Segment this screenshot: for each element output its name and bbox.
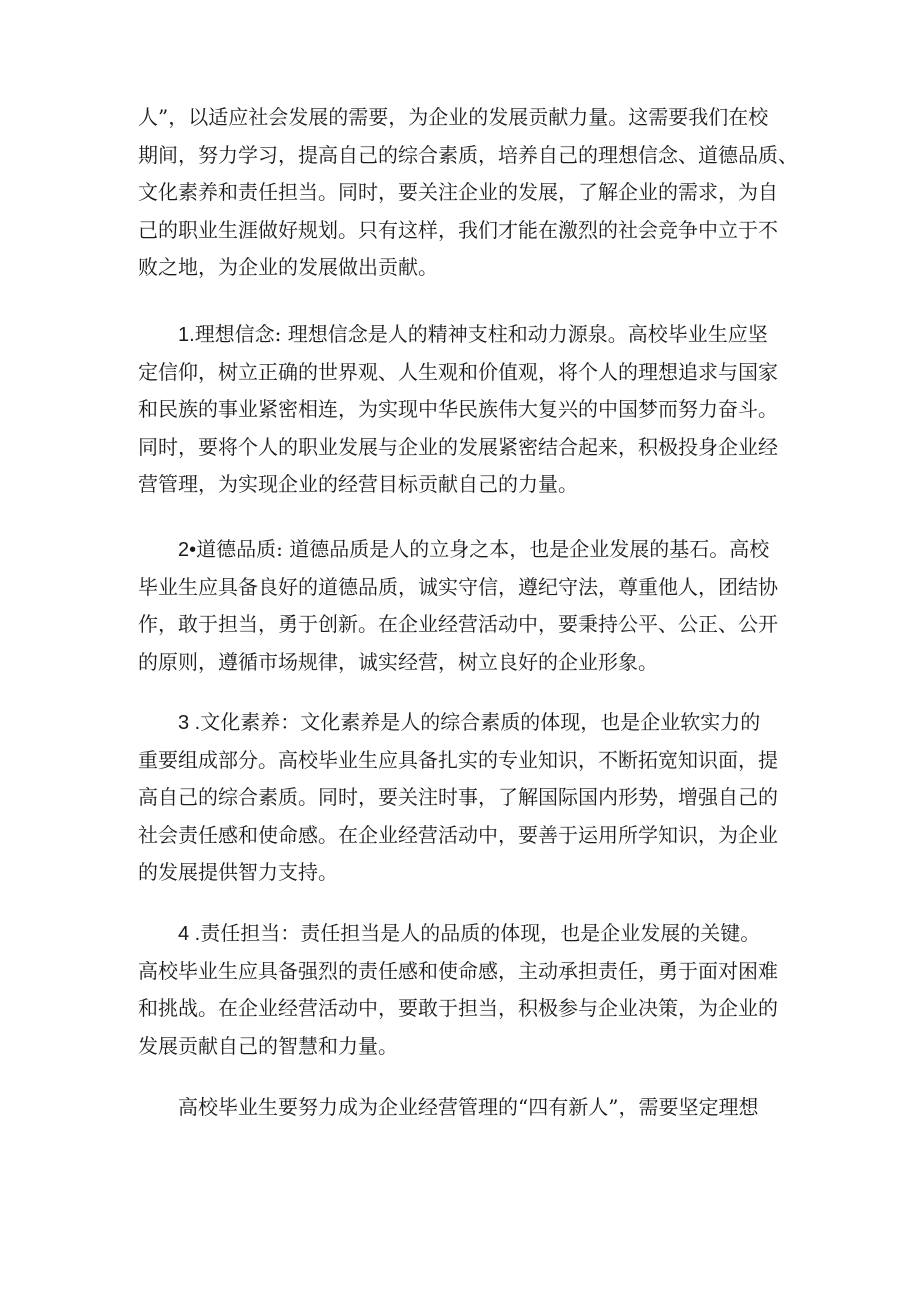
text-line: 同时，要将个人的职业发展与企业的发展紧密结合起来，积极投身企业经: [138, 434, 778, 459]
text-line: 和挑战。在企业经营活动中，要敢于担当，积极参与企业决策，为企业的: [138, 996, 778, 1020]
text-line: [138, 316, 778, 354]
item-heading-text: 文化素养：文化素养是人的综合素质的体现，也是企业软实力的: [200, 710, 761, 734]
item-number: 3 .: [178, 712, 201, 734]
text-line: [138, 531, 778, 569]
text-line: [138, 915, 778, 953]
paragraph-responsibility: [138, 915, 778, 1065]
paragraph-intro: [138, 99, 798, 287]
text-line: 毕业生应具备良好的道德品质，诚实守信，遵纪守法，尊重他人，团结协: [138, 574, 778, 599]
text-line: 定信仰，树立正确的世界观、人生观和价值观，将个人的理想追求与国家: [138, 359, 778, 384]
item-number: 2•: [178, 539, 197, 561]
item-heading-text: 理想信念: 理想信念是人的精神支柱和动力源泉。高校毕业生应坚: [194, 322, 768, 346]
text-line: 文化素养和责任担当。同时，要关注企业的发展，了解企业的需求，为自: [138, 180, 778, 204]
text-line: 作，敢于担当，勇于创新。在企业经营活动中，要秉持公平、公正、公开: [138, 612, 778, 636]
paragraph-ideals: [138, 316, 778, 504]
text-line: 社会责任感和使命感。在企业经营活动中，要善于运用所学知识，为企业: [138, 822, 778, 847]
item-heading-text: 责任担当：责任担当是人的品质的体现，也是企业发展的关键。: [200, 921, 761, 945]
item-number: 1.: [178, 324, 195, 346]
text-line: 高自己的综合素质。同时，要关注时事，了解国际国内形势，增强自己的: [138, 785, 778, 809]
text-line: 高校毕业生要努力成为企业经营管理的“四有新人”，需要坚定理想: [178, 1095, 759, 1119]
text-line: 发展贡献自己的智慧和力量。: [138, 1033, 398, 1058]
text-line: 营管理，为实现企业的经营目标贡献自己的力量。: [138, 472, 578, 496]
text-line: 和民族的事业紧密相连，为实现中华民族伟大复兴的中国梦而努力奋斗。: [138, 397, 778, 421]
paragraph-conclusion: [138, 1089, 778, 1127]
text-line: 败之地，为企业的发展做出贡献。: [138, 255, 438, 279]
text-line: [138, 704, 778, 742]
text-line: 期间，努力学习，提高自己的综合素质，培养自己的理想信念、道德品质、: [138, 142, 798, 167]
text-line: 人”，以适应社会发展的需要，为企业的发展贡献力量。这需要我们在校: [138, 105, 769, 129]
text-line: 高校毕业生应具备强烈的责任感和使命感，主动承担责任，勇于面对困难: [138, 958, 778, 983]
item-number: 4 .: [178, 923, 201, 945]
text-line: 己的职业生涯做好规划。只有这样，我们才能在激烈的社会竞争中立于不: [138, 217, 778, 242]
item-heading-text: 道德品质: 道德品质是人的立身之本，也是企业发展的基石。高校: [196, 537, 770, 561]
text-line: 重要组成部分。高校毕业生应具备扎实的专业知识，不断拓宽知识面，提: [138, 747, 778, 772]
paragraph-culture: [138, 704, 778, 892]
paragraph-morality: [138, 531, 778, 681]
text-line: 的原则，遵循市场规律，诚实经营，树立良好的企业形象。: [138, 649, 658, 674]
text-line: 的发展提供智力支持。: [138, 860, 338, 884]
